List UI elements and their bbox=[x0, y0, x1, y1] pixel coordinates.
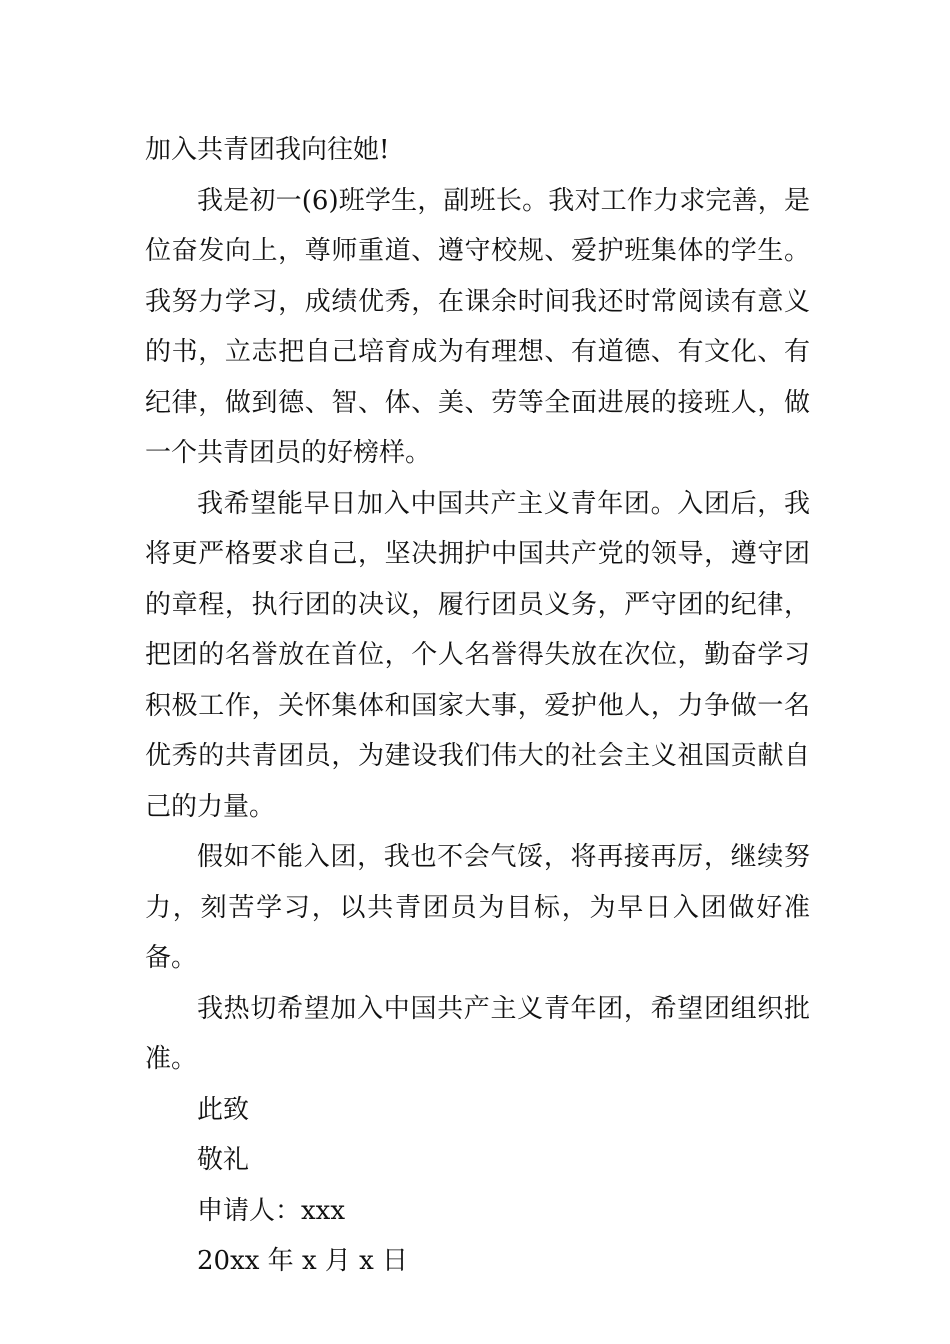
salutation-cizhi: 此致 bbox=[197, 1094, 250, 1125]
application-date: 20xx 年 x 月 x 日 bbox=[197, 1246, 409, 1276]
applicant-signature: 申请人：xxx bbox=[197, 1195, 345, 1226]
paragraph-request: 我热切希望加入中国共产主义青年团，希望团组织批准。 bbox=[145, 993, 810, 1074]
paragraph-commitment: 我希望能早日加入中国共产主义青年团。入团后，我将更严格要求自己，坚决拥护中国共产党的领导，遵守团的章程，执行团的决议，履行团员义务，严守团的纪律，把团的名誉放在首位，个人名誉得失放在次位，勤奋学习积极工作，关怀集体和国家大事，爱护他人，力争做一名优秀的共青团员，为建设我们伟大的社会主义祖国贡献自己的力量。 bbox=[145, 488, 810, 822]
opening-line: 加入共青团我向往她! bbox=[145, 135, 390, 165]
salutation-jingli: 敬礼 bbox=[197, 1145, 250, 1175]
letter-body bbox=[145, 125, 810, 1287]
paragraph-perseverance: 假如不能入团，我也不会气馁，将再接再厉，继续努力，刻苦学习，以共青团员为目标，为早日入团做好准备。 bbox=[145, 842, 810, 973]
paragraph-self-introduction: 我是初一(6)班学生，副班长。我对工作力求完善，是位奋发向上，尊师重道、遵守校规、爱护班集体的学生。我努力学习，成绩优秀，在课余时间我还时常阅读有意义的书，立志把自己培育成为有理想、有道德、有文化、有纪律，做到德、智、体、美、劳等全面进展的接班人，做一个共青团员的好榜样。 bbox=[145, 185, 810, 468]
